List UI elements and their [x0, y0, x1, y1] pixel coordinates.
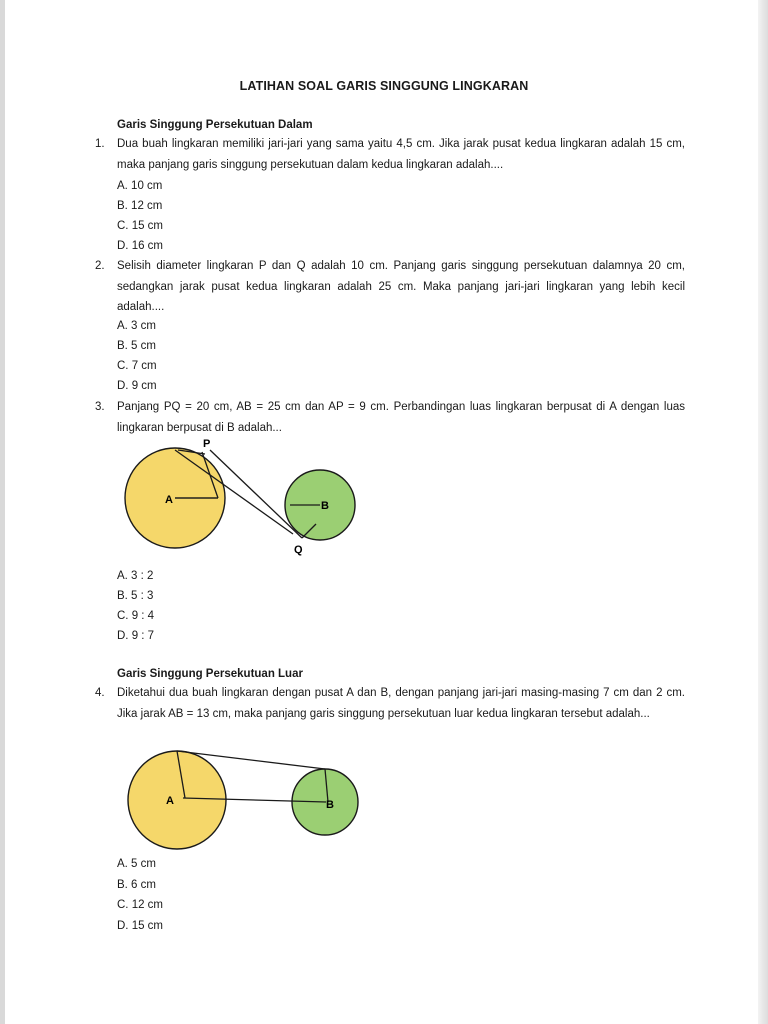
question-1-option-c[interactable]: C. 15 cm — [117, 220, 164, 232]
question-1-option-b[interactable]: B. 12 cm — [117, 200, 163, 212]
question-4-text: Diketahui dua buah lingkaran dengan pusat A dan B, dengan panjang jari-jari masing-masing 7 cm dan 2 cm. Jika jarak AB = 13 cm, maka panjang garis singgung persekutuan luar kedua lingkaran tersebut adalah... — [117, 687, 685, 720]
question-1-option-a[interactable]: A. 10 cm — [117, 180, 163, 192]
question-3-option-d[interactable]: D. 9 : 7 — [117, 630, 155, 642]
label-b: B — [321, 500, 329, 512]
question-4-option-c[interactable]: C. 12 cm — [117, 899, 164, 911]
question-3-number: 3. — [95, 401, 105, 413]
question-3-option-a[interactable]: A. 3 : 2 — [117, 570, 154, 582]
question-2-option-d[interactable]: D. 9 cm — [117, 380, 157, 392]
question-3-option-b[interactable]: B. 5 : 3 — [117, 590, 154, 602]
label-p: P — [203, 438, 211, 450]
question-2-option-b[interactable]: B. 5 cm — [117, 340, 156, 352]
question-4-option-b[interactable]: B. 6 cm — [117, 879, 156, 891]
question-3-option-c[interactable]: C. 9 : 4 — [117, 610, 155, 622]
section-heading-dalam: Garis Singgung Persekutuan Dalam — [117, 119, 313, 131]
diagram-internal-tangent — [110, 436, 370, 558]
question-3-text: Panjang PQ = 20 cm, AB = 25 cm dan AP = 9 cm. Perbandingan luas lingkaran berpusat di A dengan luas lingkaran berpusat di B adalah... — [117, 401, 685, 434]
label-q: Q — [294, 544, 303, 556]
question-2-option-a[interactable]: A. 3 cm — [117, 320, 156, 332]
label-b: B — [326, 799, 334, 811]
question-4-option-a[interactable]: A. 5 cm — [117, 858, 156, 870]
label-a: A — [166, 795, 174, 807]
circle-a — [128, 751, 226, 849]
section-heading-luar: Garis Singgung Persekutuan Luar — [117, 668, 303, 680]
question-1-number: 1. — [95, 138, 105, 150]
question-1-text: Dua buah lingkaran memiliki jari-jari yang sama yaitu 4,5 cm. Jika jarak pusat kedua lingkaran adalah 15 cm, maka panjang garis singgung persekutuan dalam kedua lingkaran adalah.... — [117, 138, 685, 171]
question-2-option-c[interactable]: C. 7 cm — [117, 360, 157, 372]
question-1-option-d[interactable]: D. 16 cm — [117, 240, 164, 252]
diagram-external-tangent — [120, 740, 370, 855]
question-4-number: 4. — [95, 687, 105, 699]
question-2-text: Selisih diameter lingkaran P dan Q adalah 10 cm. Panjang garis singgung persekutuan dalamnya 20 cm, sedangkan jarak pusat kedua lingkaran adalah 25 cm. Maka panjang jari-jari lingkaran yang lebih kecil adalah.... — [117, 260, 685, 313]
question-4-option-d[interactable]: D. 15 cm — [117, 920, 164, 932]
label-a: A — [165, 494, 173, 506]
question-2-number: 2. — [95, 260, 105, 272]
page-title: LATIHAN SOAL GARIS SINGGUNG LINGKARAN — [239, 79, 529, 93]
